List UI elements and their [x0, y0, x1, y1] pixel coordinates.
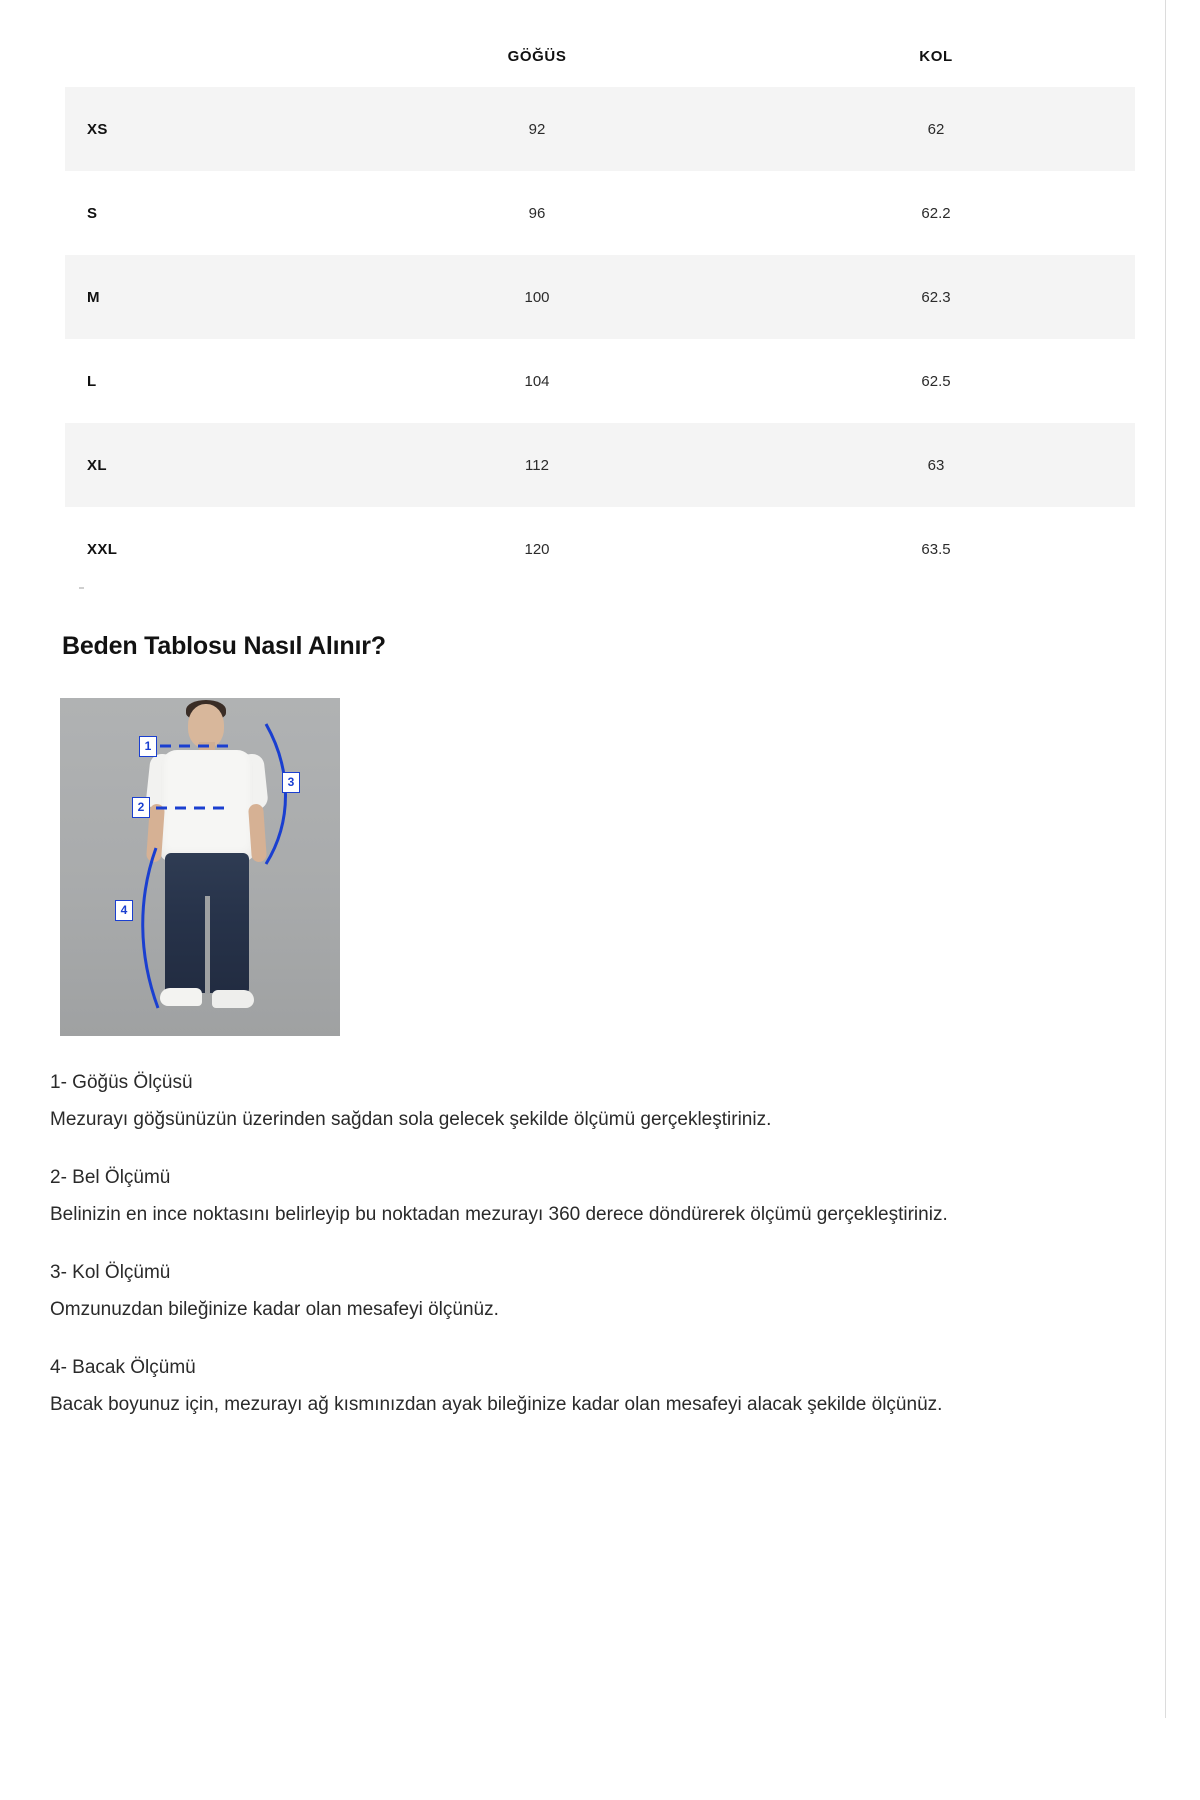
cell-size: XXL — [65, 507, 337, 591]
content-right-divider — [1165, 0, 1166, 1718]
instruction-body: Mezurayı göğsünüzün üzerinden sağdan sola gelecek şekilde ölçümü gerçekleştiriniz. — [50, 1109, 772, 1130]
column-header-chest: GÖĞÜS — [337, 34, 737, 87]
size-chart-header — [65, 34, 1135, 87]
measurement-figure-image — [60, 698, 340, 1036]
table-row — [65, 339, 1135, 423]
cell-chest: 96 — [337, 171, 737, 255]
cell-size: XL — [65, 423, 337, 507]
annotation-badge-3: 3 — [282, 772, 300, 793]
instruction-body: Belinizin en ince noktasını belirleyip bu noktadan mezurayı 360 derece döndürerek ölçümü gerçekleştiriniz. — [50, 1204, 948, 1225]
instruction-item — [50, 1068, 1050, 1137]
cell-size: S — [65, 171, 337, 255]
cell-size: L — [65, 339, 337, 423]
cell-sleeve: 62.3 — [737, 255, 1135, 339]
cell-size: XS — [65, 87, 337, 171]
instruction-item — [50, 1258, 1050, 1327]
size-chart-body — [65, 87, 1135, 591]
instruction-title: 1- Göğüs Ölçüsü — [50, 1072, 193, 1093]
cell-chest: 100 — [337, 255, 737, 339]
sleeve-measure-curve — [266, 724, 286, 864]
size-chart-table — [65, 34, 1135, 591]
instruction-title: 2- Bel Ölçümü — [50, 1167, 171, 1188]
page-title: Beden Tablosu Nasıl Alınır? — [62, 632, 386, 660]
cell-chest: 112 — [337, 423, 737, 507]
instruction-body: Omzunuzdan bileğinize kadar olan mesafeyi ölçünüz. — [50, 1299, 499, 1320]
cell-chest: 104 — [337, 339, 737, 423]
instruction-item — [50, 1163, 1050, 1232]
cell-sleeve: 63.5 — [737, 507, 1135, 591]
instruction-title: 4- Bacak Ölçümü — [50, 1357, 196, 1378]
instruction-title: 3- Kol Ölçümü — [50, 1262, 171, 1283]
table-row — [65, 507, 1135, 591]
instruction-item — [50, 1353, 1050, 1422]
table-row — [65, 255, 1135, 339]
table-header-row — [65, 34, 1135, 87]
annotation-badge-2: 2 — [132, 797, 150, 818]
table-row — [65, 87, 1135, 171]
instruction-body: Bacak boyunuz için, mezurayı ağ kısmınızdan ayak bileğinize kadar olan mesafeyi alacak şekilde ölçünüz. — [50, 1394, 943, 1415]
cell-chest: 92 — [337, 87, 737, 171]
cell-sleeve: 62.2 — [737, 171, 1135, 255]
cell-sleeve: 62.5 — [737, 339, 1135, 423]
stray-mark — [79, 587, 84, 589]
cell-sleeve: 62 — [737, 87, 1135, 171]
cell-chest: 120 — [337, 507, 737, 591]
annotation-badge-1: 1 — [139, 736, 157, 757]
column-header-size — [65, 34, 337, 87]
instructions-list — [50, 1068, 1050, 1448]
column-header-sleeve: KOL — [737, 34, 1135, 87]
annotation-badge-4: 4 — [115, 900, 133, 921]
leg-measure-curve — [143, 848, 158, 1008]
table-row — [65, 171, 1135, 255]
cell-size: M — [65, 255, 337, 339]
cell-sleeve: 63 — [737, 423, 1135, 507]
table-row — [65, 423, 1135, 507]
measurement-annotation-lines — [60, 698, 340, 1036]
